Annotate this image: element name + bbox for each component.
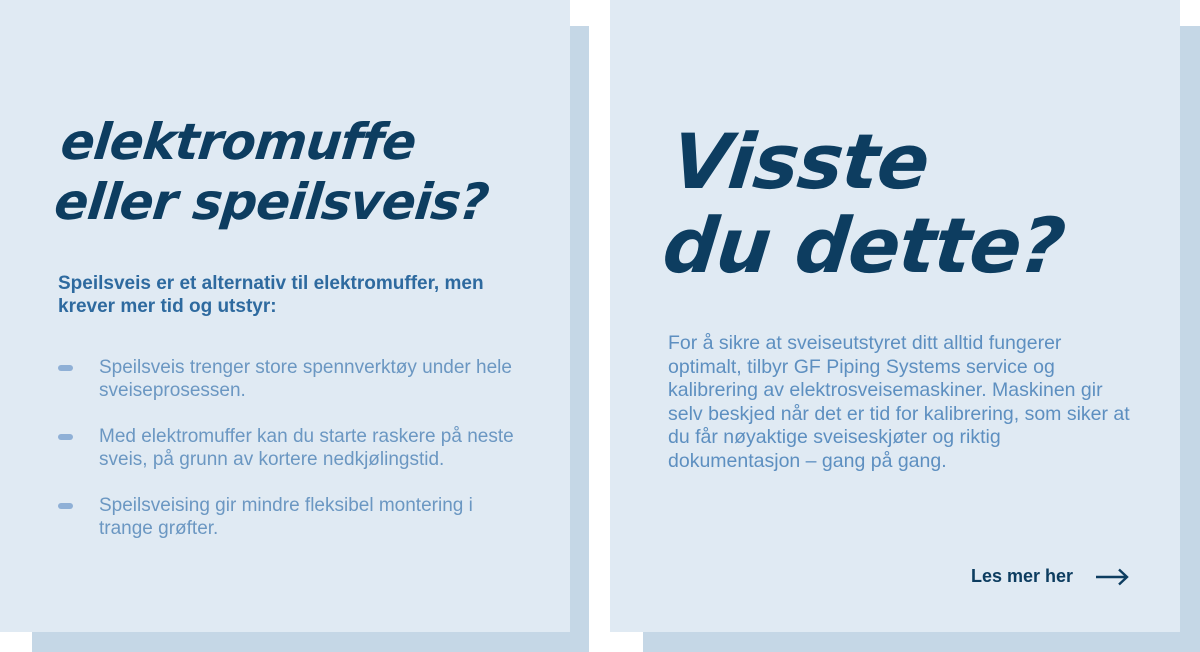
- read-more-link[interactable]: [971, 566, 1129, 587]
- title-line-1: elektromuffe: [58, 113, 419, 171]
- bullet-icon: [58, 503, 73, 509]
- title-line-2: eller speilsveis?: [51, 173, 491, 231]
- list-item: [58, 356, 528, 402]
- right-card-title: [658, 117, 1077, 290]
- bullet-icon: [58, 365, 73, 371]
- bullet-list: [58, 356, 528, 563]
- right-card-body: For å sikre at sveiseutstyret ditt alltid fungerer optimalt, tilbyr GF Piping Systems service og kalibrering av elektrosveisemaskiner. Maskinen gir selv beskjed når det er tid for kalibrering, som siker at du får nøyaktige sveiseskjøter og riktig dokumentasjon – gang på gang.: [668, 332, 1130, 472]
- title-line-2: du dette?: [658, 201, 1069, 290]
- list-item: [58, 494, 528, 540]
- left-card-lead: Speilsveis er et alternativ til elektromuffer, men krever mer tid og utstyr:: [58, 273, 484, 317]
- bullet-text: Speilsveising gir mindre fleksibel montering i trange grøfter.: [99, 495, 473, 539]
- bullet-icon: [58, 434, 73, 440]
- bullet-text: Speilsveis trenger store spennverktøy under hele sveiseprosessen.: [99, 357, 512, 401]
- arrow-right-icon: [1095, 568, 1129, 586]
- list-item: [58, 425, 528, 471]
- title-line-1: Visste: [667, 117, 934, 206]
- bullet-text: Med elektromuffer kan du starte raskere på neste sveis, på grunn av kortere nedkjølingstid.: [99, 426, 514, 470]
- right-card: [610, 0, 1180, 632]
- left-card-title: [52, 112, 498, 232]
- read-more-label: Les mer her: [971, 566, 1074, 586]
